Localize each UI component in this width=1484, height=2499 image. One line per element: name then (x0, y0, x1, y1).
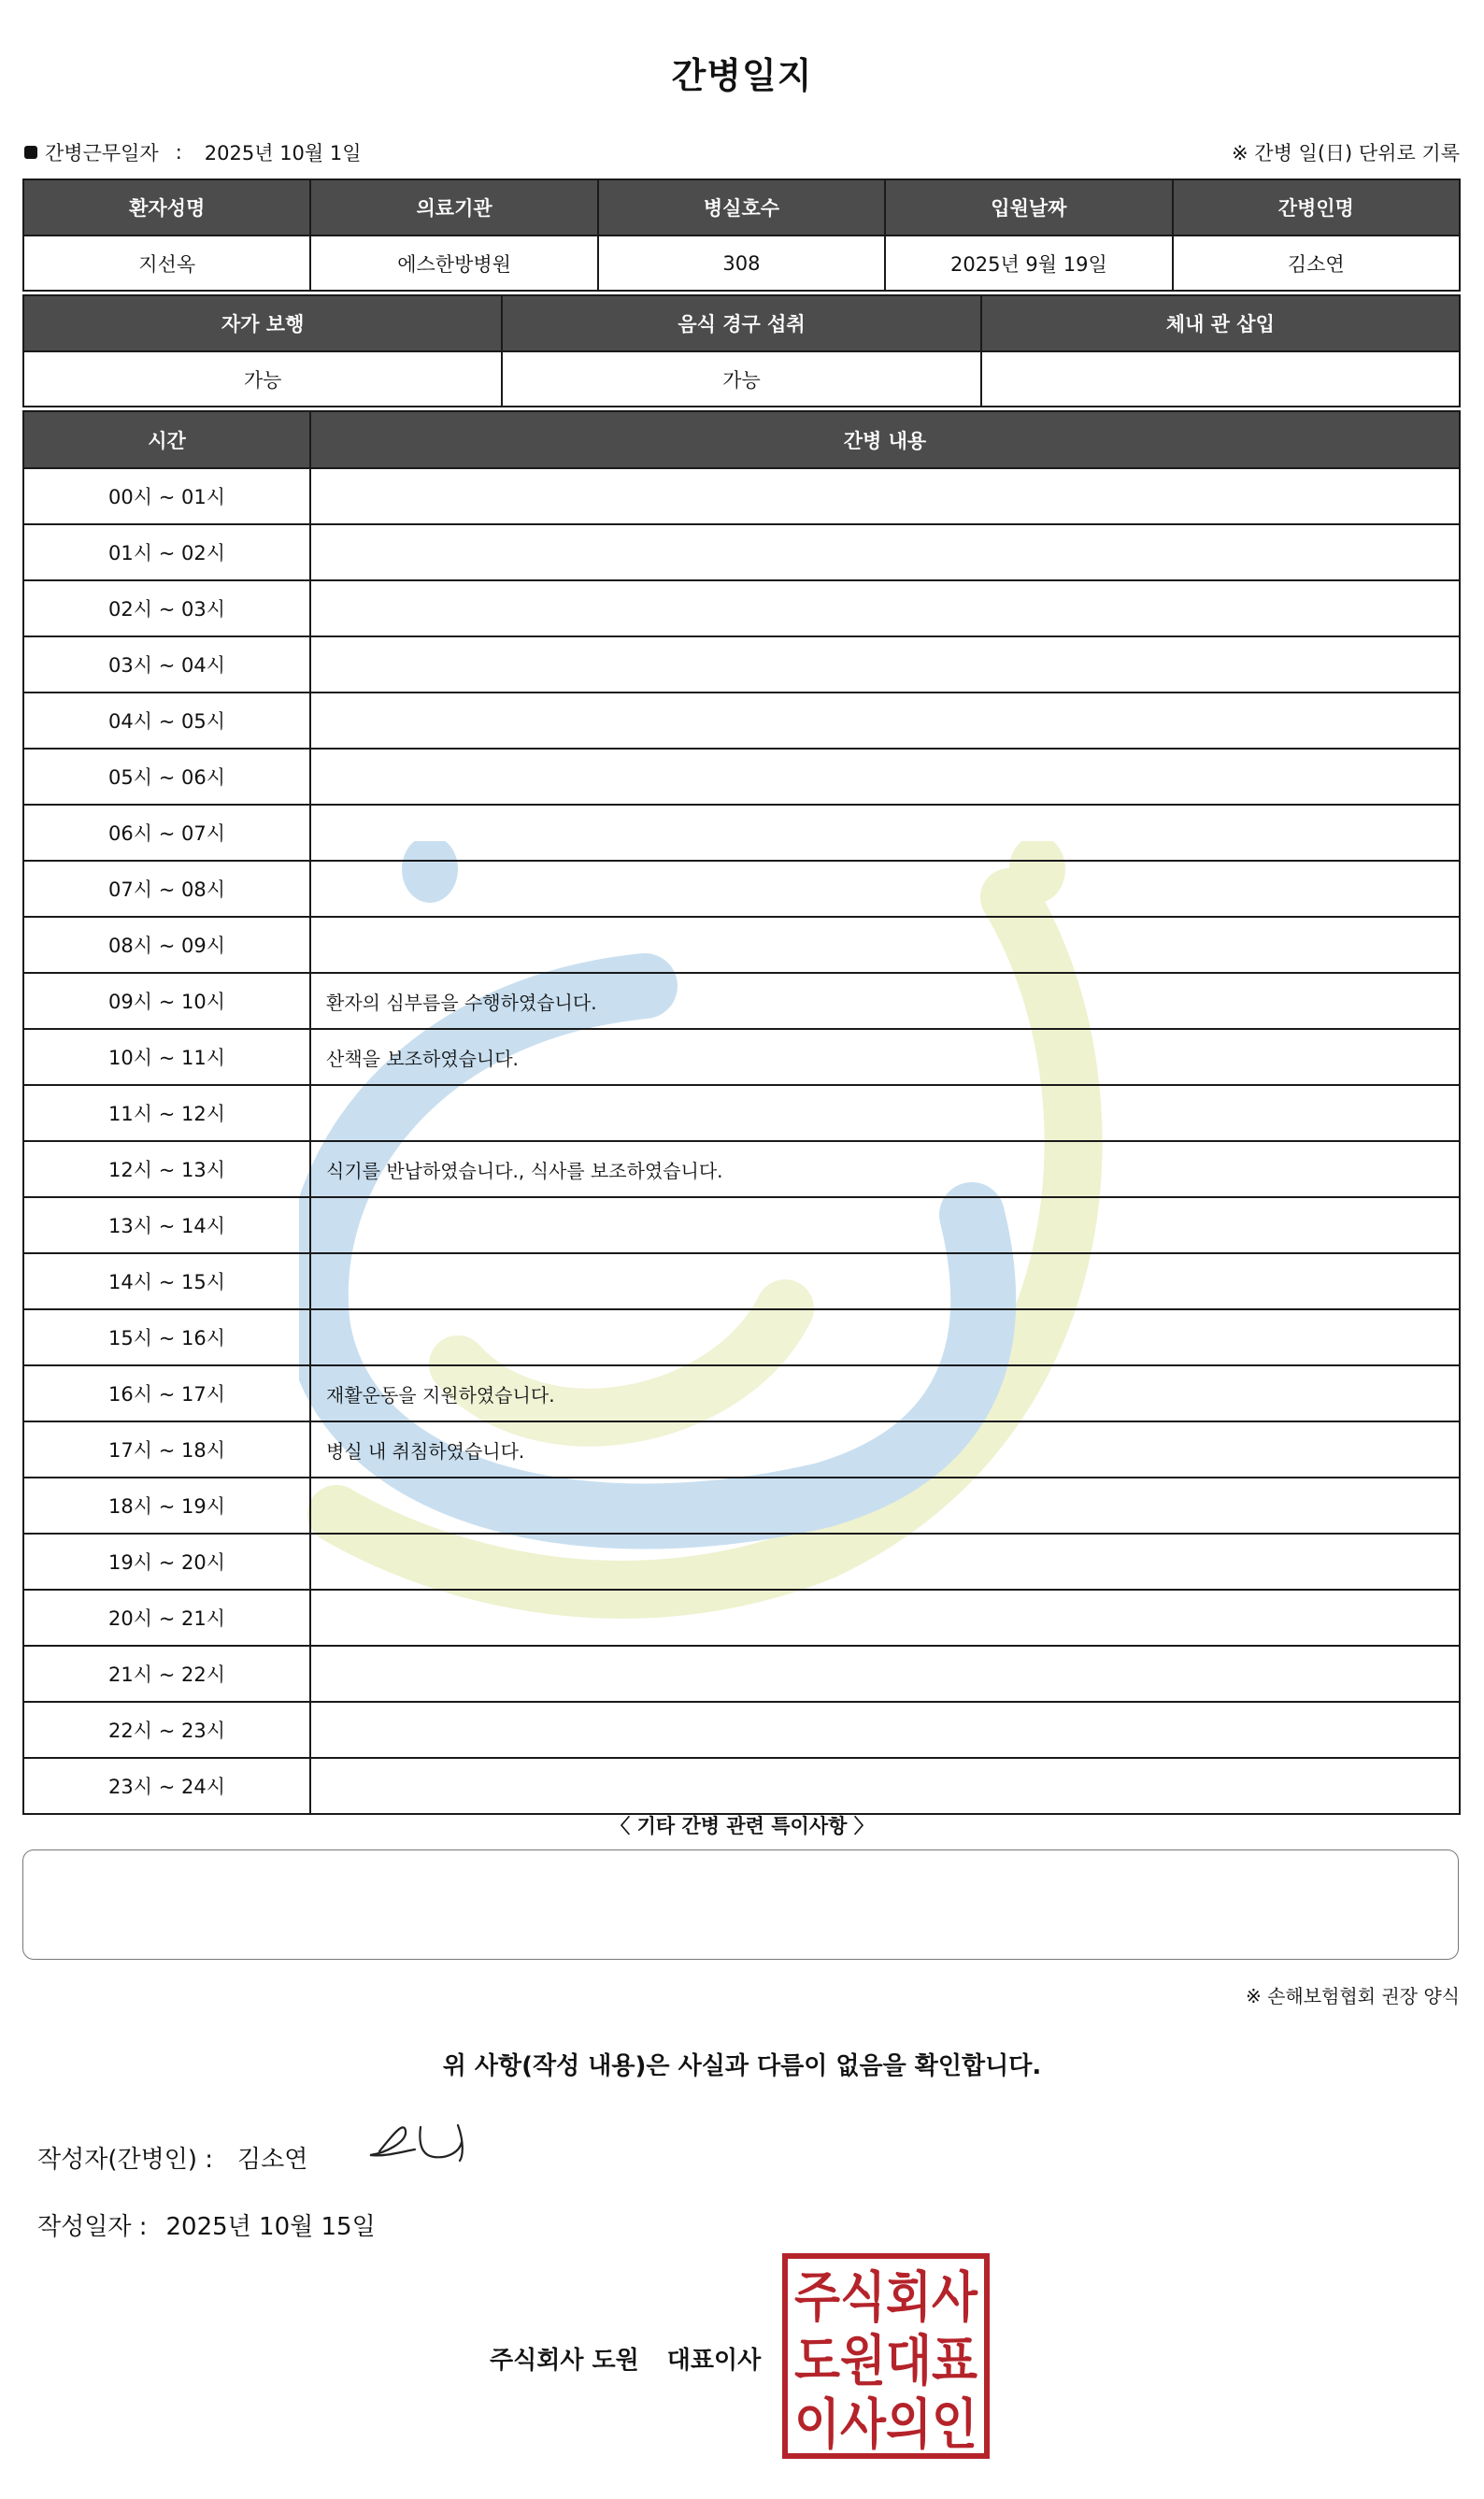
care-log-row (23, 1590, 1460, 1646)
care-content (310, 1085, 1460, 1141)
care-content (310, 693, 1460, 749)
care-log-row (23, 1197, 1460, 1253)
seal-text-line: 이사의인 (794, 2392, 977, 2456)
write-date-row (37, 2207, 376, 2242)
time-slot: 08시 ~ 09시 (23, 917, 310, 973)
care-log-row (23, 468, 1460, 524)
care-content (310, 1478, 1460, 1534)
care-content (310, 1197, 1460, 1253)
time-slot: 00시 ~ 01시 (23, 468, 310, 524)
time-slot: 09시 ~ 10시 (23, 973, 310, 1029)
time-slot: 16시 ~ 17시 (23, 1365, 310, 1421)
time-slot: 04시 ~ 05시 (23, 693, 310, 749)
caregiver-name: 김소연 (1173, 236, 1460, 291)
time-slot: 18시 ~ 19시 (23, 1478, 310, 1534)
care-log-row (23, 1141, 1460, 1197)
care-content (310, 636, 1460, 693)
care-log-body (23, 468, 1460, 1814)
page-title: 간병일지 (671, 55, 813, 96)
care-log-row (23, 1758, 1460, 1814)
header-admission-date: 입원날짜 (885, 179, 1172, 236)
care-log-row (23, 636, 1460, 693)
care-content (310, 1590, 1460, 1646)
care-log-row (23, 1646, 1460, 1702)
care-content (310, 749, 1460, 805)
record-unit-note: ※ 간병 일(日) 단위로 기록 (1232, 142, 1460, 164)
care-content (310, 917, 1460, 973)
admission-date: 2025년 9월 19일 (885, 236, 1172, 291)
care-content (310, 1646, 1460, 1702)
care-content (310, 524, 1460, 580)
time-slot: 10시 ~ 11시 (23, 1029, 310, 1085)
header-care-content: 간병 내용 (310, 411, 1460, 468)
care-content (310, 861, 1460, 917)
patient-info-table (22, 178, 1461, 292)
header-patient-name: 환자성명 (23, 179, 310, 236)
care-log-row (23, 805, 1460, 861)
care-log-row (23, 973, 1460, 1029)
care-log-row (23, 1534, 1460, 1590)
work-date-value: 2025년 10월 1일 (204, 142, 362, 164)
header-caregiver-name: 간병인명 (1173, 179, 1460, 236)
handwritten-signature (366, 2114, 477, 2170)
time-slot: 21시 ~ 22시 (23, 1646, 310, 1702)
header-institution: 의료기관 (310, 179, 597, 236)
time-slot: 12시 ~ 13시 (23, 1141, 310, 1197)
company-seal-stamp (781, 2252, 991, 2460)
header-self-walking: 자가 보행 (23, 295, 502, 351)
write-date-value: 2025년 10월 15일 (165, 2213, 376, 2241)
care-content: 산책을 보조하였습니다. (310, 1029, 1460, 1085)
company-title: 대표이사 (666, 2347, 762, 2375)
work-date-row (24, 138, 362, 166)
care-content: 식기를 반납하였습니다., 식사를 보조하였습니다. (310, 1141, 1460, 1197)
care-log-row (23, 1702, 1460, 1758)
bullet-icon (24, 146, 37, 159)
remarks-title: 〈 기타 간병 관련 특이사항 〉 (610, 1815, 874, 1837)
oral-intake-value: 가능 (502, 351, 980, 407)
time-slot: 14시 ~ 15시 (23, 1253, 310, 1309)
time-slot: 03시 ~ 04시 (23, 636, 310, 693)
care-content: 재활운동을 지원하였습니다. (310, 1365, 1460, 1421)
care-log-row (23, 861, 1460, 917)
remarks-box (22, 1849, 1459, 1960)
header-room-number: 병실호수 (598, 179, 885, 236)
room-number: 308 (598, 236, 885, 291)
care-log-row (23, 1365, 1460, 1421)
writer-label: 작성자(간병인) : (37, 2146, 214, 2174)
care-content (310, 1253, 1460, 1309)
care-log-row (23, 1309, 1460, 1365)
header-time: 시간 (23, 411, 310, 468)
care-content (310, 468, 1460, 524)
tube-insertion-value (981, 351, 1460, 407)
care-content (310, 1309, 1460, 1365)
write-date-label: 작성일자 : (37, 2213, 148, 2241)
company-name: 주식회사 도원 (490, 2347, 639, 2375)
time-slot: 20시 ~ 21시 (23, 1590, 310, 1646)
care-content (310, 1702, 1460, 1758)
care-content: 병실 내 취침하였습니다. (310, 1421, 1460, 1478)
patient-status-table (22, 294, 1461, 407)
time-slot: 07시 ~ 08시 (23, 861, 310, 917)
writer-row (37, 2140, 307, 2175)
time-slot: 23시 ~ 24시 (23, 1758, 310, 1814)
time-slot: 22시 ~ 23시 (23, 1702, 310, 1758)
patient-name: 지선옥 (23, 236, 310, 291)
seal-text-line: 주식회사 (794, 2265, 978, 2329)
care-content: 환자의 심부름을 수행하였습니다. (310, 973, 1460, 1029)
writer-name: 김소연 (237, 2146, 308, 2174)
care-log-row (23, 524, 1460, 580)
time-slot: 01시 ~ 02시 (23, 524, 310, 580)
care-content (310, 1534, 1460, 1590)
care-log-row (23, 580, 1460, 636)
care-log-row (23, 1478, 1460, 1534)
care-content (310, 805, 1460, 861)
self-walking-value: 가능 (23, 351, 502, 407)
seal-text-line: 도원대표 (794, 2329, 977, 2392)
work-date-separator: : (175, 141, 182, 164)
time-slot: 05시 ~ 06시 (23, 749, 310, 805)
care-log-row (23, 749, 1460, 805)
time-slot: 02시 ~ 03시 (23, 580, 310, 636)
care-log-row (23, 693, 1460, 749)
time-slot: 17시 ~ 18시 (23, 1421, 310, 1478)
time-slot: 15시 ~ 16시 (23, 1309, 310, 1365)
care-content (310, 580, 1460, 636)
time-slot: 06시 ~ 07시 (23, 805, 310, 861)
work-date-label: 간병근무일자 (45, 142, 159, 164)
care-log-row (23, 1085, 1460, 1141)
care-log-row (23, 1253, 1460, 1309)
care-log-row (23, 1421, 1460, 1478)
care-log-table (22, 410, 1461, 1815)
recommend-note: ※ 손해보험협회 권장 양식 (1245, 1985, 1460, 2007)
care-log-row (23, 917, 1460, 973)
time-slot: 11시 ~ 12시 (23, 1085, 310, 1141)
confirmation-statement: 위 사항(작성 내용)은 사실과 다름이 없음을 확인합니다. (442, 2052, 1042, 2080)
header-tube-insertion: 체내 관 삽입 (981, 295, 1460, 351)
care-log-row (23, 1029, 1460, 1085)
time-slot: 19시 ~ 20시 (23, 1534, 310, 1590)
care-content (310, 1758, 1460, 1814)
company-line (490, 2341, 761, 2376)
time-slot: 13시 ~ 14시 (23, 1197, 310, 1253)
institution-name: 에스한방병원 (310, 236, 597, 291)
header-oral-intake: 음식 경구 섭취 (502, 295, 980, 351)
